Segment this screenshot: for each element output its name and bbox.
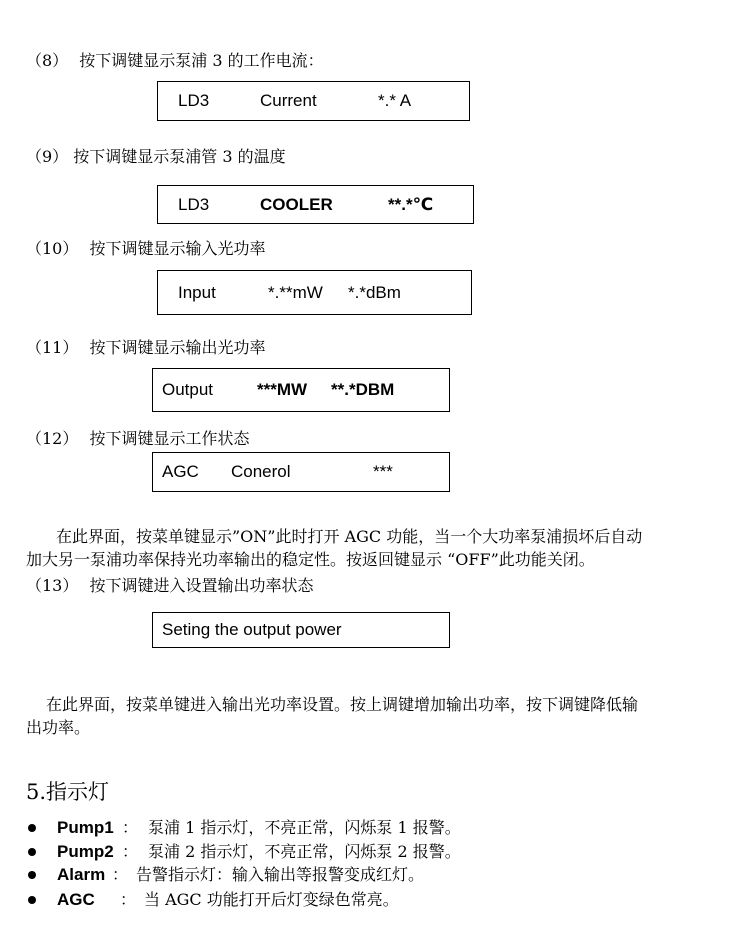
- indicator-label: Pump2: [57, 842, 114, 861]
- lcd-value: *.*dBm: [348, 282, 401, 302]
- lcd-value: ***: [373, 462, 393, 481]
- indicator-text: 泵浦 2 指示灯，不亮正常，闪烁泵 2 报警。: [148, 842, 461, 861]
- lcd-field: LD3: [178, 194, 210, 214]
- step-number: （12）: [26, 429, 79, 448]
- lcd-field: Input: [178, 282, 216, 302]
- lcd-display-output: [152, 368, 450, 412]
- lcd-field: COOLER: [260, 194, 333, 214]
- lcd-display-agc: [152, 452, 450, 492]
- step-text: 按下调键显示泵浦管 3 的温度: [73, 147, 286, 166]
- step-text: 按下调键显示泵浦 3 的工作电流：: [79, 51, 324, 70]
- agc-description: [26, 525, 746, 571]
- indicator-label: Alarm: [57, 865, 106, 884]
- paragraph-line: 出功率。: [26, 718, 91, 737]
- bullet-icon: [28, 896, 36, 904]
- lcd-field: Seting the output power: [162, 620, 342, 639]
- step-text: 按下调键显示输入光功率: [89, 239, 266, 258]
- lcd-display-input: [157, 270, 472, 315]
- section-heading-indicators: 5.指示灯: [26, 780, 110, 804]
- indicator-pump1: [26, 818, 726, 838]
- indicator-separator: ：: [120, 890, 137, 909]
- bullet-icon: [28, 824, 36, 832]
- lcd-display-ld3-current: [157, 81, 470, 121]
- lcd-field: AGC: [162, 462, 199, 481]
- indicator-text: 当 AGC 功能打开后灯变绿色常亮。: [144, 890, 399, 909]
- step-number: （13）: [26, 576, 79, 595]
- step-text: 按下调键显示工作状态: [89, 429, 250, 448]
- indicator-alarm: [26, 865, 726, 885]
- lcd-value: *.* A: [378, 91, 412, 110]
- lcd-value: **.*DBM: [331, 380, 395, 399]
- step-number: （10）: [26, 239, 79, 258]
- lcd-value: *.**mW: [268, 282, 323, 302]
- lcd-field: LD3: [178, 91, 210, 110]
- indicator-label: Pump1: [57, 818, 114, 837]
- indicator-agc: [26, 890, 726, 910]
- step-number: （9）: [26, 147, 69, 166]
- indicator-text: 告警指示灯：输入输出等报警变成红灯。: [136, 865, 425, 884]
- indicator-text: 泵浦 1 指示灯，不亮正常，闪烁泵 1 报警。: [148, 818, 461, 837]
- indicator-pump2: [26, 842, 726, 862]
- paragraph-line: 在此界面，按菜单键进入输出光功率设置。按上调键增加输出功率，按下调键降低输: [46, 695, 639, 714]
- lcd-display-ld3-cooler: [157, 185, 474, 224]
- step-10: [26, 239, 265, 259]
- lcd-field: Conerol: [231, 462, 291, 481]
- lcd-display-setting: [152, 612, 450, 648]
- indicator-separator: ：: [122, 842, 139, 861]
- step-8: [26, 51, 324, 71]
- setting-description: [26, 693, 746, 739]
- step-number: （8）: [26, 51, 69, 70]
- step-9: [26, 147, 286, 167]
- lcd-field: Current: [260, 91, 317, 110]
- paragraph-line: 加大另一泵浦功率保持光功率输出的稳定性。按返回键显示 “OFF”此功能关闭。: [26, 550, 595, 569]
- indicator-separator: ：: [122, 818, 139, 837]
- indicator-separator: ：: [112, 865, 129, 884]
- lcd-value: ***MW: [257, 380, 308, 399]
- bullet-icon: [28, 848, 36, 856]
- step-13: [26, 576, 313, 596]
- lcd-value: **.*℃: [388, 194, 434, 214]
- step-number: （11）: [26, 338, 79, 357]
- bullet-icon: [28, 871, 36, 879]
- step-text: 按下调键进入设置输出功率状态: [89, 576, 314, 595]
- indicator-label: AGC: [57, 890, 95, 909]
- lcd-field: Output: [162, 380, 214, 399]
- step-11: [26, 338, 265, 358]
- step-text: 按下调键显示输出光功率: [89, 338, 266, 357]
- step-12: [26, 429, 249, 449]
- paragraph-line: 在此界面，按菜单键显示”ON”此时打开 AGC 功能，当一个大功率泵浦损坏后自动: [56, 527, 643, 546]
